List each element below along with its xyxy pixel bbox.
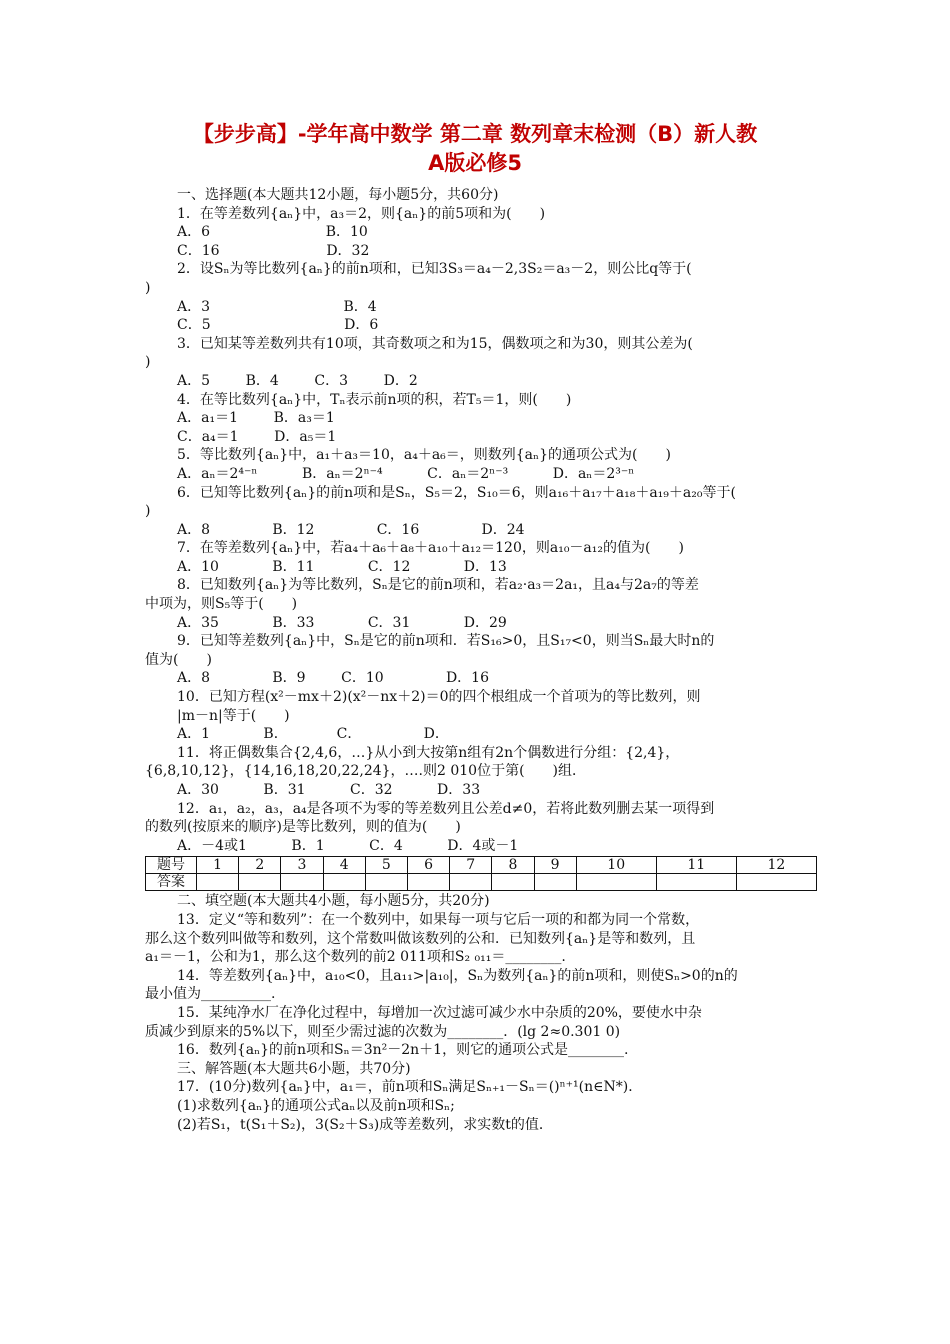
fill-in-and-solution-section (145, 892, 817, 1134)
text-line: 三、解答题(本大题共6小题，共70分) (177, 1060, 411, 1077)
answer-cell[interactable] (736, 874, 816, 891)
multiple-choice-section (145, 186, 817, 855)
answer-cell[interactable] (656, 874, 736, 891)
text-line: 9．已知等差数列{aₙ}中，Sₙ是它的前n项和．若S₁₆>0，且S₁₇<0，则当Sₙ最大时n的 (177, 633, 715, 650)
question-number-cell: 4 (323, 857, 365, 874)
text-line: 的数列(按原来的顺序)是等比数列，则的值为( ) (145, 819, 461, 836)
question-number-cell: 2 (239, 857, 281, 874)
answer-cell[interactable] (576, 874, 656, 891)
text-line: a₁＝－1，公和为1，那么这个数列的前2 011项和S₂ ₀₁₁＝________. (145, 949, 566, 966)
text-line: C．5 D．6 (177, 317, 379, 334)
answer-table (145, 856, 817, 891)
text-line: (2)若S₁，t(S₁＋S₂)，3(S₂＋S₃)成等差数列，求实数t的值． (177, 1116, 553, 1133)
text-line: A．1 B． C． D． (177, 726, 449, 743)
answer-table-number-label: 题号 (146, 857, 197, 874)
text-line: 二、填空题(本大题共4小题，每小题5分，共20分) (177, 893, 490, 910)
text-line: 那么这个数列叫做等和数列，这个常数叫做该数列的公和．已知数列{aₙ}是等和数列，且 (145, 930, 696, 947)
text-line: {6,8,10,12}，{14,16,18,20,22,24}，….则2 010位于第( )组． (145, 763, 587, 780)
text-line: ) (145, 279, 151, 296)
answer-cell[interactable] (281, 874, 323, 891)
text-line: (1)求数列{aₙ}的通项公式aₙ以及前n项和Sₙ; (177, 1097, 455, 1114)
text-line: 14．等差数列{aₙ}中，a₁₀<0，且a₁₁>|a₁₀|，Sₙ为数列{aₙ}的前n项和，则使Sₙ>0的n的 (177, 967, 738, 984)
text-line: 6．已知等比数列{aₙ}的前n项和是Sₙ，S₅＝2，S₁₀＝6，则a₁₆＋a₁₇＋a₁₈＋a₁₉＋a₂₀等于( (177, 484, 736, 501)
question-number-cell: 9 (534, 857, 576, 874)
text-line: |m－n|等于( ) (177, 707, 290, 724)
text-line: A．10 B．11 C．12 D．13 (177, 558, 507, 575)
text-line: ) (145, 354, 151, 371)
answer-cell[interactable] (450, 874, 492, 891)
text-line: A．8 B．9 C．10 D．16 (177, 670, 489, 687)
text-line: A．a₁＝1 B．a₃＝1 (177, 410, 335, 427)
text-line: 3．已知某等差数列共有10项，其奇数项之和为15，偶数项之和为30，则其公差为( (177, 335, 693, 352)
text-line: 质减少到原来的5%以下，则至少需过滤的次数为________．(lg 2≈0.301 0) (145, 1023, 621, 1040)
title-line-1: 【步步高】-学年高中数学 第二章 数列章末检测（B）新人教 (192, 122, 758, 146)
text-line: 16．数列{aₙ}的前n项和Sₙ＝3n²－2n＋1，则它的通项公式是________. (177, 1042, 629, 1059)
document-title (130, 120, 820, 178)
text-line: 13．定义“等和数列”：在一个数列中，如果每一项与它后一项的和都为同一个常数， (177, 911, 700, 928)
text-line: 4．在等比数列{aₙ}中，Tₙ表示前n项的积，若T₅＝1，则( ) (177, 391, 572, 408)
document-body (145, 186, 817, 1134)
text-line: A．35 B．33 C．31 D．29 (177, 614, 507, 631)
title-line-2: A版必修5 (428, 151, 522, 175)
text-line: 8．已知数列{aₙ}为等比数列，Sₙ是它的前n项和，若a₂·a₃＝2a₁，且a₄与2a₇的等差 (177, 577, 699, 594)
text-line: A．－4或1 B．1 C．4 D．4或－1 (177, 837, 519, 854)
text-line: 12．a₁，a₂，a₃，a₄是各项不为零的等差数列且公差d≠0，若将此数列删去某一项得到 (177, 800, 715, 817)
question-number-cell: 5 (365, 857, 407, 874)
answer-table-number-row (146, 857, 817, 874)
answer-cell[interactable] (365, 874, 407, 891)
question-number-cell: 6 (407, 857, 449, 874)
text-line: 15．某纯净水厂在净化过程中，每增加一次过滤可减少水中杂质的20%，要使水中杂 (177, 1004, 702, 1021)
question-number-cell: 12 (736, 857, 816, 874)
text-line: C．a₄＝1 D．a₅＝1 (177, 428, 337, 445)
question-number-cell: 7 (450, 857, 492, 874)
answer-cell[interactable] (407, 874, 449, 891)
text-line: 5．等比数列{aₙ}中，a₁＋a₃＝10，a₄＋a₆＝，则数列{aₙ}的通项公式为( ) (177, 447, 671, 464)
text-line: 17．(10分)数列{aₙ}中，a₁＝，前n项和Sₙ满足Sₙ₊₁－Sₙ＝()ⁿ⁺¹(n∈N*)． (177, 1079, 643, 1096)
question-number-cell: 8 (492, 857, 534, 874)
text-line: A．30 B．31 C．32 D．33 (177, 782, 481, 798)
text-line: A．8 B．12 C．16 D．24 (177, 521, 525, 538)
answer-cell[interactable] (323, 874, 365, 891)
question-number-cell: 3 (281, 857, 323, 874)
text-line: A．aₙ＝2⁴⁻ⁿ B．aₙ＝2ⁿ⁻⁴ C．aₙ＝2ⁿ⁻³ D．aₙ＝2³⁻ⁿ (177, 465, 635, 482)
text-line: 1．在等差数列{aₙ}中，a₃＝2，则{aₙ}的前5项和为( ) (177, 205, 546, 222)
text-line: A．5 B．4 C．3 D．2 (177, 372, 418, 389)
answer-table-answer-row (146, 874, 817, 891)
answer-cell[interactable] (239, 874, 281, 891)
question-number-cell: 11 (656, 857, 736, 874)
text-line: A．3 B．4 (177, 298, 377, 315)
text-line: A．6 B．10 (177, 224, 368, 241)
question-number-cell: 1 (197, 857, 239, 874)
answer-cell[interactable] (492, 874, 534, 891)
text-line: 11．将正偶数集合{2,4,6，…}从小到大按第n组有2n个偶数进行分组：{2,4}， (177, 744, 680, 761)
text-line: C．16 D．32 (177, 242, 370, 259)
text-line: ) (145, 503, 151, 520)
answer-cell[interactable] (197, 874, 239, 891)
text-line: 2．设Sₙ为等比数列{aₙ}的前n项和，已知3S₃＝a₄－2,3S₂＝a₃－2，则公比q等于( (177, 261, 692, 278)
text-line: 中项为，则S₅等于( ) (145, 596, 298, 613)
text-line: 一、选择题(本大题共12小题，每小题5分，共60分) (177, 187, 499, 203)
answer-cell[interactable] (534, 874, 576, 891)
question-number-cell: 10 (576, 857, 656, 874)
text-line: 值为( ) (145, 651, 212, 668)
text-line: 10．已知方程(x²－mx＋2)(x²－nx＋2)＝0的四个根组成一个首项为的等比数列，则 (177, 689, 701, 706)
text-line: 7．在等差数列{aₙ}中，若a₄＋a₆＋a₈＋a₁₀＋a₁₂＝120，则a₁₀－a₁₂的值为( ) (177, 540, 684, 557)
answer-table-answer-label: 答案 (146, 874, 197, 891)
text-line: 最小值为__________. (145, 986, 276, 1003)
